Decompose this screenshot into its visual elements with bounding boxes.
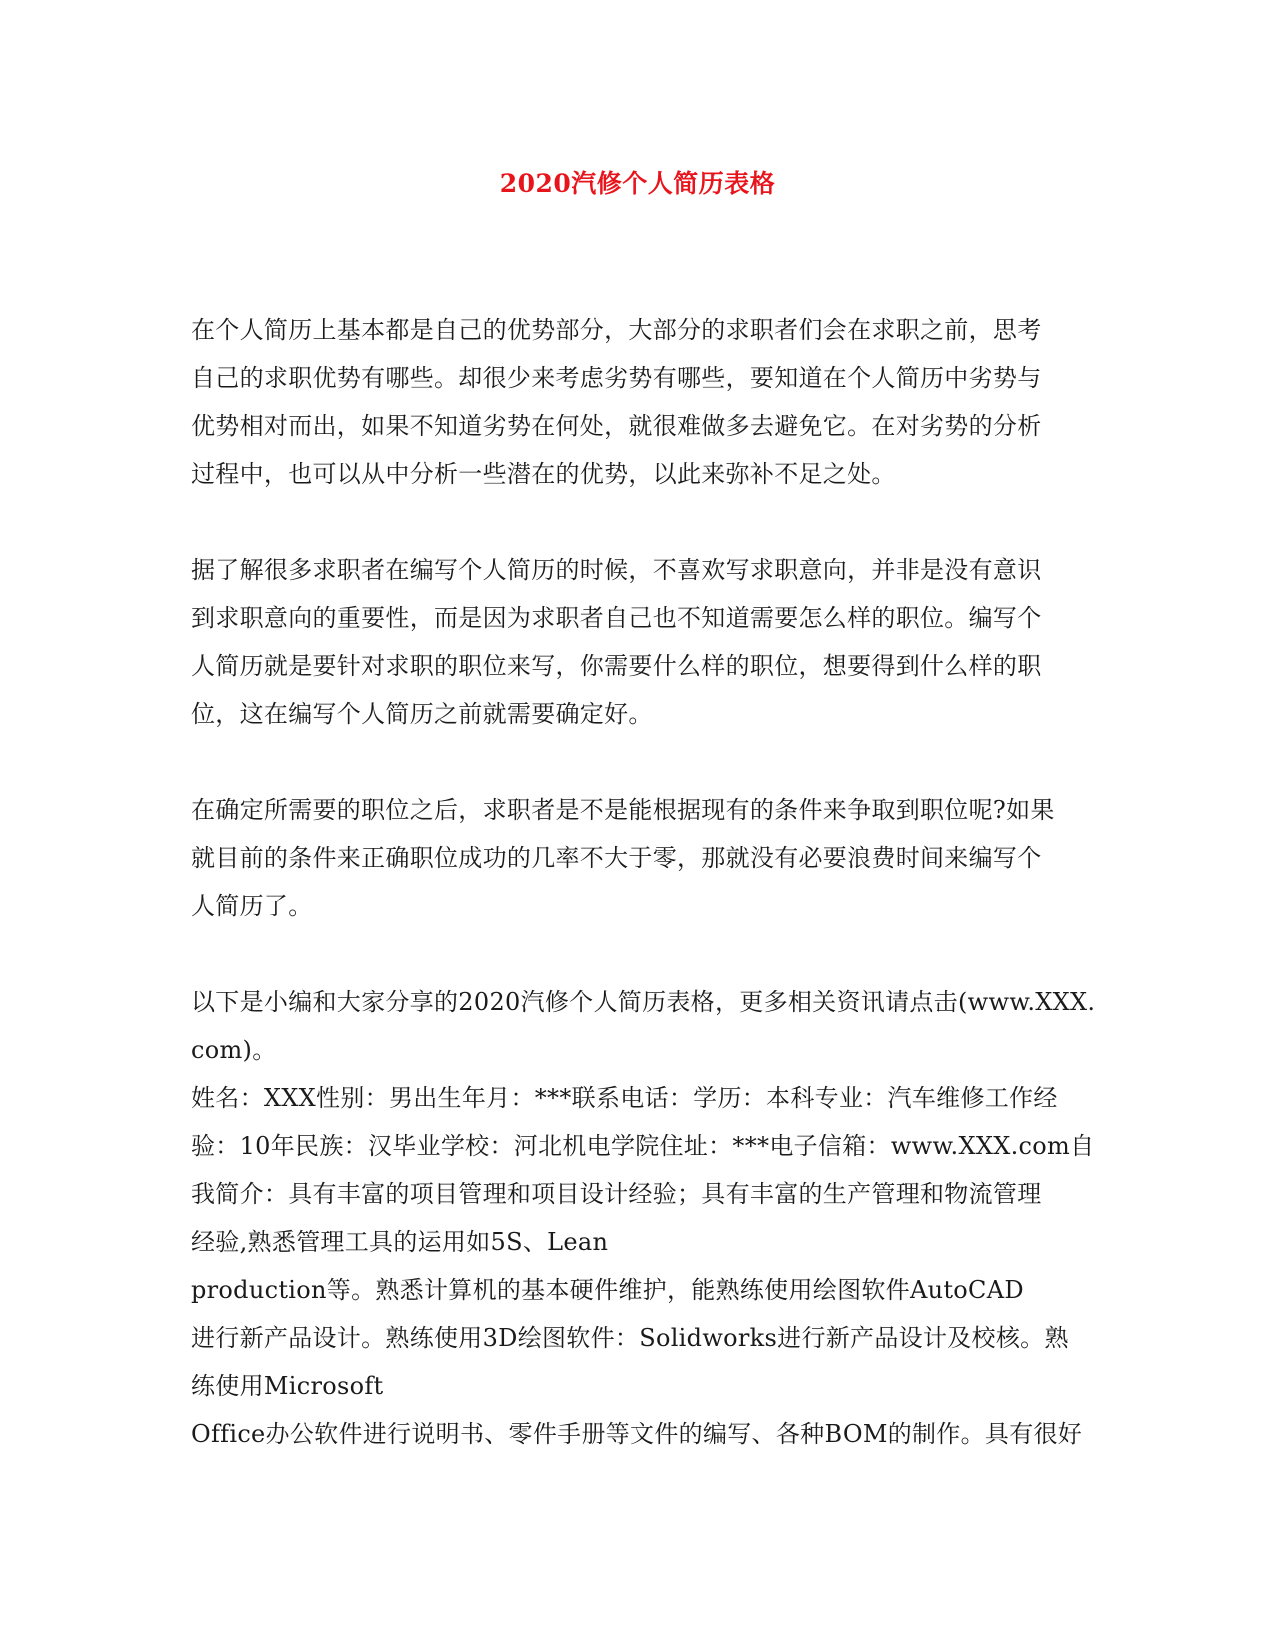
paragraph-spacer [191, 738, 1086, 786]
text-line: 位，这在编写个人简历之前就需要确定好。 [191, 700, 653, 728]
text-line: 练使用Microsoft [191, 1372, 384, 1400]
text-line: 我简介：具有丰富的项目管理和项目设计经验；具有丰富的生产管理和物流管理 [191, 1180, 1042, 1208]
text-line: 以下是小编和大家分享的2020汽修个人简历表格，更多相关资讯请点击(www.XXX. [191, 988, 1096, 1016]
text-line: 姓名：XXX性别：男出生年月：***联系电话：学历：本科专业：汽车维修工作经 [191, 1084, 1058, 1112]
text-line: 在个人简历上基本都是自己的优势部分，大部分的求职者们会在求职之前，思考 [191, 316, 1042, 344]
text-line: 人简历就是要针对求职的职位来写，你需要什么样的职位，想要得到什么样的职 [191, 652, 1042, 680]
text-line: com)。 [191, 1036, 277, 1064]
text-line: 就目前的条件来正确职位成功的几率不大于零，那就没有必要浪费时间来编写个 [191, 844, 1042, 872]
paragraph-spacer [191, 930, 1086, 978]
document-title: 2020汽修个人简历表格 [499, 169, 776, 198]
text-line: 人简历了。 [191, 892, 313, 920]
text-line: 过程中，也可以从中分析一些潜在的优势，以此来弥补不足之处。 [191, 460, 896, 488]
text-line: 自己的求职优势有哪些。却很少来考虑劣势有哪些，要知道在个人简历中劣势与 [191, 364, 1042, 392]
paragraph-spacer [191, 498, 1086, 546]
paragraph-resume-details [191, 978, 1096, 1458]
document-body [191, 306, 1096, 1458]
text-line: 到求职意向的重要性，而是因为求职者自己也不知道需要怎么样的职位。编写个 [191, 604, 1042, 632]
text-line: 经验,熟悉管理工具的运用如5S、Lean [191, 1228, 609, 1256]
text-line: 验：10年民族：汉毕业学校：河北机电学院住址：***电子信箱：www.XXX.com自 [191, 1132, 1095, 1160]
text-line: 进行新产品设计。熟练使用3D绘图软件：Solidworks进行新产品设计及校核。熟 [191, 1324, 1069, 1352]
text-line: production等。熟悉计算机的基本硬件维护，能熟练使用绘图软件AutoCAD [191, 1276, 1024, 1304]
paragraph-job-intention [191, 546, 1086, 738]
text-line: 在确定所需要的职位之后，求职者是不是能根据现有的条件来争取到职位呢?如果 [191, 796, 1055, 824]
paragraph-conditions [191, 786, 1086, 930]
text-line: 优势相对而出，如果不知道劣势在何处，就很难做多去避免它。在对劣势的分析 [191, 412, 1042, 440]
text-line: 据了解很多求职者在编写个人简历的时候，不喜欢写求职意向，并非是没有意识 [191, 556, 1042, 584]
text-line: Office办公软件进行说明书、零件手册等文件的编写、各种BOM的制作。具有很好 [191, 1420, 1083, 1448]
paragraph-intro [191, 306, 1086, 498]
